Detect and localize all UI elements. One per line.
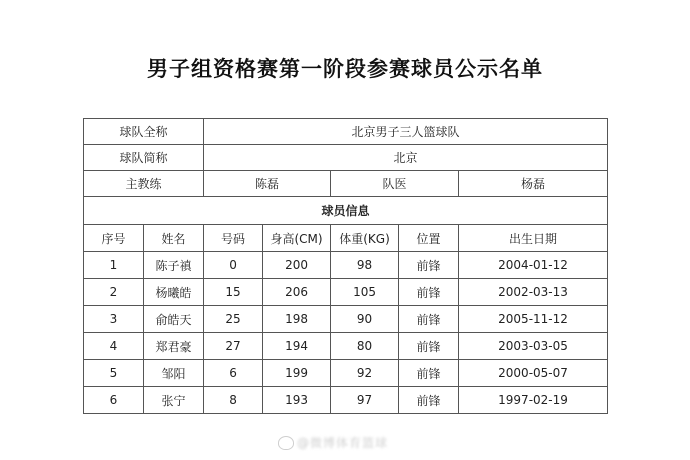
- player-birth-date: 2003-03-05: [459, 333, 608, 360]
- player-number: 6: [204, 360, 263, 387]
- player-weight: 90: [331, 306, 399, 333]
- player-index: 5: [84, 360, 144, 387]
- player-position: 前锋: [399, 360, 459, 387]
- player-number: 27: [204, 333, 263, 360]
- player-name: 郑君豪: [144, 333, 204, 360]
- column-header: 出生日期: [459, 225, 608, 252]
- player-height: 198: [263, 306, 331, 333]
- player-position: 前锋: [399, 387, 459, 414]
- player-height: 193: [263, 387, 331, 414]
- team-short-name-row: [84, 145, 608, 171]
- table-row: [84, 387, 608, 414]
- player-name: 张宁: [144, 387, 204, 414]
- section-title: 球员信息: [84, 197, 608, 225]
- player-index: 4: [84, 333, 144, 360]
- player-height: 200: [263, 252, 331, 279]
- table-row: [84, 306, 608, 333]
- player-index: 6: [84, 387, 144, 414]
- player-index: 1: [84, 252, 144, 279]
- player-number: 25: [204, 306, 263, 333]
- team-full-name-label: 球队全称: [84, 119, 204, 145]
- doctor-label: 队医: [331, 171, 459, 197]
- player-position: 前锋: [399, 333, 459, 360]
- staff-row: [84, 171, 608, 197]
- column-header-row: [84, 225, 608, 252]
- table-row: [84, 333, 608, 360]
- player-number: 8: [204, 387, 263, 414]
- player-number: 0: [204, 252, 263, 279]
- player-name: 俞皓天: [144, 306, 204, 333]
- player-number: 15: [204, 279, 263, 306]
- table-row: [84, 360, 608, 387]
- table-row: [84, 279, 608, 306]
- player-birth-date: 2004-01-12: [459, 252, 608, 279]
- coach-value: 陈磊: [204, 171, 331, 197]
- column-header: 号码: [204, 225, 263, 252]
- player-weight: 97: [331, 387, 399, 414]
- player-height: 206: [263, 279, 331, 306]
- column-header: 体重(KG): [331, 225, 399, 252]
- watermark-text: @微博体育篮球: [297, 436, 389, 450]
- player-birth-date: 2002-03-13: [459, 279, 608, 306]
- table-row: [84, 252, 608, 279]
- player-weight: 98: [331, 252, 399, 279]
- player-height: 194: [263, 333, 331, 360]
- column-header: 位置: [399, 225, 459, 252]
- column-header: 序号: [84, 225, 144, 252]
- player-index: 2: [84, 279, 144, 306]
- column-header: 姓名: [144, 225, 204, 252]
- watermark: [278, 434, 478, 452]
- team-short-name-value: 北京: [204, 145, 608, 171]
- player-index: 3: [84, 306, 144, 333]
- weibo-icon: [278, 436, 294, 450]
- player-height: 199: [263, 360, 331, 387]
- doctor-value: 杨磊: [459, 171, 608, 197]
- player-weight: 92: [331, 360, 399, 387]
- team-full-name-value: 北京男子三人篮球队: [204, 119, 608, 145]
- team-full-name-row: [84, 119, 608, 145]
- player-position: 前锋: [399, 279, 459, 306]
- player-name: 邹阳: [144, 360, 204, 387]
- player-weight: 80: [331, 333, 399, 360]
- player-birth-date: 2000-05-07: [459, 360, 608, 387]
- player-name: 陈子禛: [144, 252, 204, 279]
- player-birth-date: 1997-02-19: [459, 387, 608, 414]
- column-header: 身高(CM): [263, 225, 331, 252]
- coach-label: 主教练: [84, 171, 204, 197]
- team-short-name-label: 球队简称: [84, 145, 204, 171]
- page-title: 男子组资格赛第一阶段参赛球员公示名单: [147, 57, 543, 81]
- section-header-row: [84, 197, 608, 225]
- player-weight: 105: [331, 279, 399, 306]
- player-birth-date: 2005-11-12: [459, 306, 608, 333]
- player-position: 前锋: [399, 252, 459, 279]
- roster-table: [83, 118, 608, 414]
- player-name: 杨曦皓: [144, 279, 204, 306]
- player-position: 前锋: [399, 306, 459, 333]
